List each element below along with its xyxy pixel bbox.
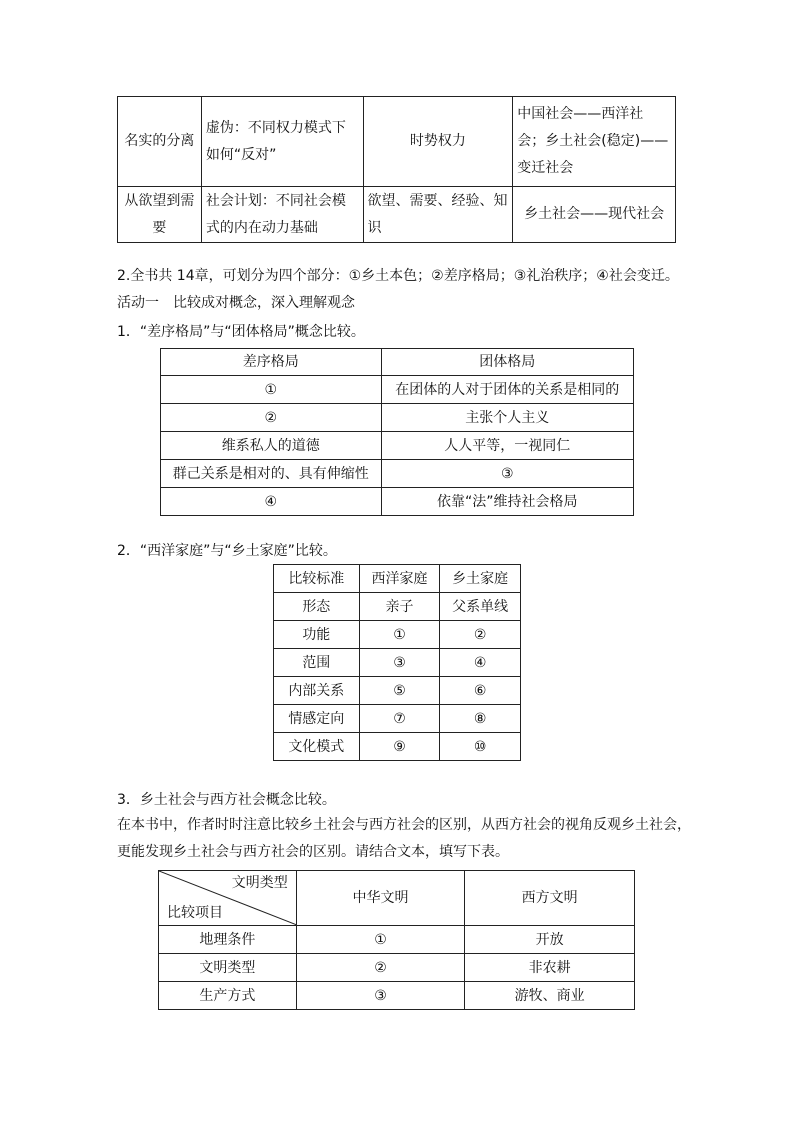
table-cell: 人人平等，一视同仁 (381, 432, 634, 460)
activity-heading: 活动一 比较成对概念，深入理解观念 (117, 295, 355, 311)
table-cell: 中国社会——西洋社会；乡土社会(稳定)——变迁社会 (513, 97, 676, 187)
table-cell: ② (440, 621, 521, 649)
pattern-compare-table (160, 348, 634, 516)
table-cell: 内部关系 (274, 677, 360, 705)
table-row (274, 649, 521, 677)
table-cell: 社会计划：不同社会模式的内在动力基础 (201, 187, 363, 243)
table-cell: ② (161, 404, 382, 432)
table-cell: 开放 (465, 926, 635, 954)
table-cell: ⑦ (359, 705, 440, 733)
column-header: 乡土家庭 (440, 565, 521, 593)
table-header-row (159, 871, 635, 926)
table-cell: ④ (440, 649, 521, 677)
table-cell: 在团体的人对于团体的关系是相同的 (381, 376, 634, 404)
table-cell: ⑩ (440, 733, 521, 761)
diagonal-header-cell (159, 871, 297, 926)
table-row (161, 460, 634, 488)
q3-description-line: 在本书中，作者时时注意比较乡土社会与西方社会的区别，从西方社会的视角反观乡土社会， (117, 817, 691, 833)
table-cell: 文明类型 (159, 954, 297, 982)
q3-title: 3．乡土社会与西方社会概念比较。 (117, 792, 336, 808)
table-cell: 生产方式 (159, 982, 297, 1010)
table-cell: ⑧ (440, 705, 521, 733)
table-cell: ⑤ (359, 677, 440, 705)
table-cell: ③ (296, 982, 465, 1010)
column-header: 团体格局 (381, 349, 634, 376)
table-cell: 名实的分离 (118, 97, 202, 187)
table-row (274, 621, 521, 649)
concept-table (117, 96, 676, 243)
table-cell: 游牧、商业 (465, 982, 635, 1010)
table-cell: 地理条件 (159, 926, 297, 954)
table-cell: ⑥ (440, 677, 521, 705)
table-cell: 父系单线 (440, 593, 521, 621)
column-header: 西洋家庭 (359, 565, 440, 593)
table-row (161, 432, 634, 460)
table-cell: ⑨ (359, 733, 440, 761)
table-cell: 主张个人主义 (381, 404, 634, 432)
table-cell: 依靠“法”维持社会格局 (381, 488, 634, 516)
table-cell: 维系私人的道德 (161, 432, 382, 460)
table-cell: 形态 (274, 593, 360, 621)
table-cell: ① (161, 376, 382, 404)
table-cell: 范围 (274, 649, 360, 677)
column-header: 比较标准 (274, 565, 360, 593)
q2-title: 2．“西洋家庭”与“乡土家庭”比较。 (117, 543, 337, 559)
column-header: 西方文明 (465, 871, 635, 926)
table-row (159, 954, 635, 982)
table-cell: 欲望、需要、经验、知识 (363, 187, 513, 243)
q3-description-line: 更能发现乡土社会与西方社会的区别。请结合文本，填写下表。 (117, 844, 509, 860)
table-cell: ① (359, 621, 440, 649)
table-cell: ② (296, 954, 465, 982)
corner-label-bottom: 比较项目 (167, 905, 223, 921)
table-cell: 虚伪：不同权力模式下如何“反对” (201, 97, 363, 187)
table-row (274, 677, 521, 705)
table-cell: 文化模式 (274, 733, 360, 761)
table-cell: 时势权力 (363, 97, 513, 187)
table-cell: 功能 (274, 621, 360, 649)
corner-label-top: 文明类型 (231, 875, 288, 891)
table-cell: ③ (381, 460, 634, 488)
parts-paragraph: 2.全书共 14章，可划分为四个部分：①乡土本色；②差序格局；③礼治秩序；④社会变迁。 (117, 268, 679, 284)
civilization-compare-table (158, 870, 635, 1010)
q1-title: 1．“差序格局”与“团体格局”概念比较。 (117, 324, 365, 340)
table-cell: ③ (359, 649, 440, 677)
family-compare-table (273, 564, 521, 761)
table-row (274, 593, 521, 621)
table-row (274, 705, 521, 733)
column-header: 中华文明 (296, 871, 465, 926)
table-row (159, 926, 635, 954)
table-cell: ① (296, 926, 465, 954)
table-row (161, 488, 634, 516)
table-row (118, 97, 676, 187)
column-header: 差序格局 (161, 349, 382, 376)
table-row (118, 187, 676, 243)
table-cell: 群己关系是相对的、具有伸缩性 (161, 460, 382, 488)
table-header-row (161, 349, 634, 376)
table-cell: ④ (161, 488, 382, 516)
table-cell: 情感定向 (274, 705, 360, 733)
table-row (159, 982, 635, 1010)
table-row (274, 733, 521, 761)
table-cell: 亲子 (359, 593, 440, 621)
table-cell: 从欲望到需要 (118, 187, 202, 243)
table-row (161, 376, 634, 404)
table-cell: 非农耕 (465, 954, 635, 982)
table-row (161, 404, 634, 432)
table-header-row (274, 565, 521, 593)
table-cell: 乡土社会——现代社会 (513, 187, 676, 243)
